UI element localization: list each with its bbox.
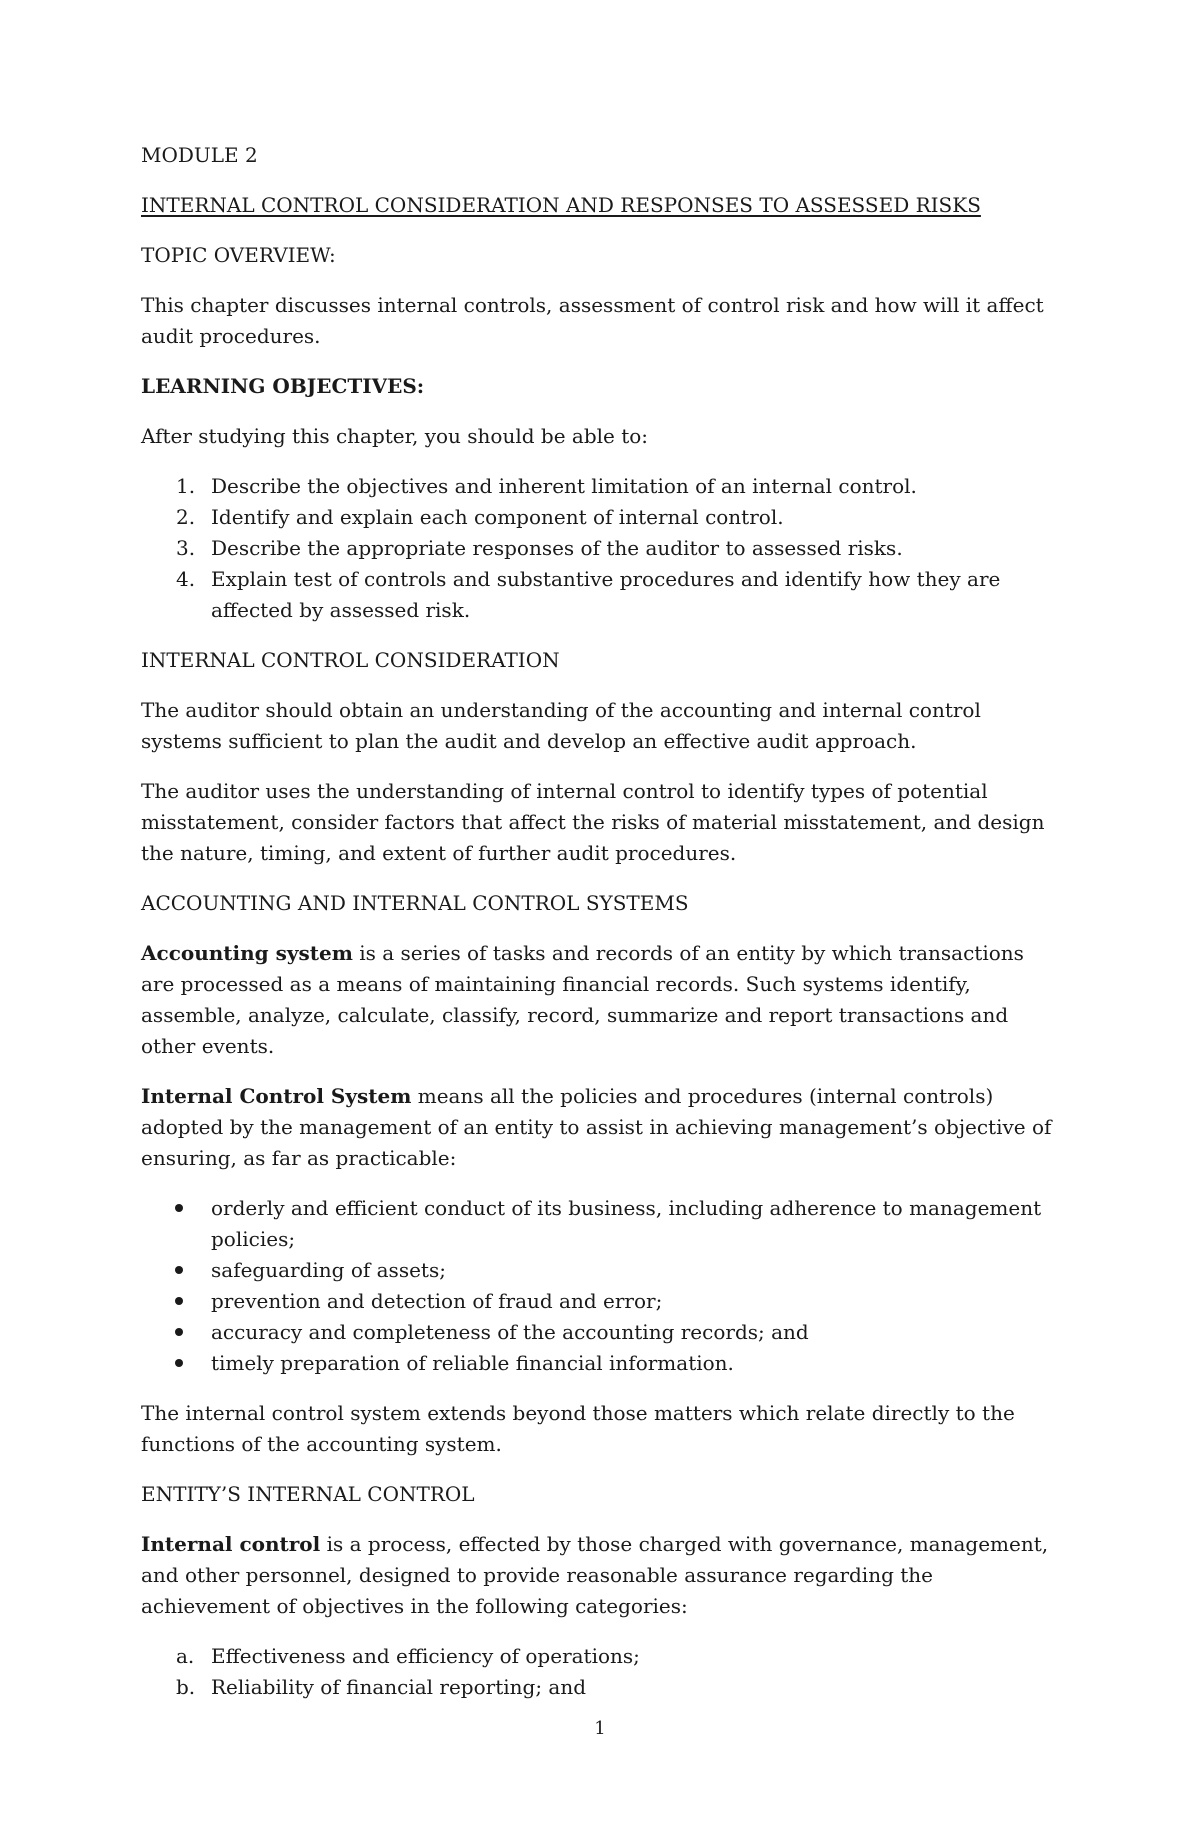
- list-marker: 2.: [176, 505, 196, 529]
- topic-overview-text: This chapter discusses internal controls, assessment of control risk and how will it affect audit procedures.: [141, 293, 1044, 348]
- internal-control-text: is a process, effected by those charged with governance, management, and other personnel, designed to provide reasonable assurance regarding the achievement of objectives in the following categories:: [141, 1532, 1049, 1618]
- accounting-system-term: Accounting system: [141, 941, 353, 965]
- list-item-text: Effectiveness and efficiency of operations;: [211, 1644, 640, 1668]
- accounting-systems-heading: ACCOUNTING AND INTERNAL CONTROL SYSTEMS: [141, 891, 689, 915]
- bullet-icon: [175, 1266, 183, 1274]
- page-number: 1: [594, 1718, 606, 1739]
- list-item: [141, 1255, 1061, 1286]
- entity-internal-control-heading: ENTITY’S INTERNAL CONTROL: [141, 1482, 475, 1506]
- list-item-text: orderly and efficient conduct of its business, including adherence to management policies;: [211, 1196, 1042, 1251]
- list-item: [141, 1317, 1061, 1348]
- list-item: [141, 1286, 1061, 1317]
- bullet-icon: [175, 1328, 183, 1336]
- internal-control-system-text: means all the policies and procedures (internal controls) adopted by the management of an entity to assist in achieving management’s objective of ensuring, as far as practicable:: [141, 1084, 1052, 1170]
- list-marker: a.: [176, 1644, 195, 1668]
- list-item-text: Identify and explain each component of internal control.: [211, 505, 784, 529]
- learning-objectives-heading: LEARNING OBJECTIVES:: [141, 374, 425, 398]
- list-item: [141, 1193, 1061, 1255]
- list-item: [141, 1348, 1061, 1379]
- list-item: [141, 1641, 1061, 1672]
- list-item: [141, 471, 1061, 502]
- learning-objectives-intro: After studying this chapter, you should be able to:: [141, 424, 649, 448]
- paragraph: The internal control system extends beyond those matters which relate directly to the functions of the accounting system.: [141, 1401, 1015, 1456]
- paragraph: The auditor uses the understanding of internal control to identify types of potential misstatement, consider factors that affect the risks of material misstatement, and design the nature, timing, and extent of further audit procedures.: [141, 779, 1045, 865]
- list-marker: b.: [176, 1675, 196, 1699]
- bullet-icon: [175, 1359, 183, 1367]
- learning-objectives-list: [141, 471, 1061, 626]
- paragraph: The auditor should obtain an understanding of the accounting and internal control systems sufficient to plan the audit and develop an effective audit approach.: [141, 698, 981, 753]
- categories-list: [141, 1641, 1061, 1703]
- list-item-text: Explain test of controls and substantive procedures and identify how they are affected by assessed risk.: [211, 567, 1001, 622]
- list-marker: 4.: [176, 567, 196, 591]
- topic-overview-heading: TOPIC OVERVIEW:: [141, 243, 336, 267]
- list-marker: 1.: [176, 474, 196, 498]
- internal-control-system-term: Internal Control System: [141, 1084, 412, 1108]
- internal-control-definition: [141, 1529, 1061, 1622]
- list-item-text: prevention and detection of fraud and error;: [211, 1289, 663, 1313]
- internal-control-consideration-heading: INTERNAL CONTROL CONSIDERATION: [141, 648, 560, 672]
- list-item-text: accuracy and completeness of the accounting records; and: [211, 1320, 809, 1344]
- list-item-text: Describe the appropriate responses of the auditor to assessed risks.: [211, 536, 903, 560]
- page-content: [141, 140, 1061, 1722]
- list-item: [141, 564, 1061, 626]
- bullet-icon: [175, 1297, 183, 1305]
- list-marker: 3.: [176, 536, 196, 560]
- internal-control-system-definition: [141, 1081, 1061, 1174]
- accounting-system-text: is a series of tasks and records of an entity by which transactions are processed as a means of maintaining financial records. Such systems identify, assemble, analyze, calculate, classify, record, summarize and report transactions and other events.: [141, 941, 1024, 1058]
- internal-control-term: Internal control: [141, 1532, 321, 1556]
- list-item-text: timely preparation of reliable financial information.: [211, 1351, 734, 1375]
- list-item-text: Describe the objectives and inherent limitation of an internal control.: [211, 474, 917, 498]
- module-title: MODULE 2: [141, 143, 258, 167]
- bullet-icon: [175, 1204, 183, 1212]
- list-item: [141, 502, 1061, 533]
- accounting-system-definition: [141, 938, 1061, 1062]
- list-item: [141, 1672, 1061, 1703]
- list-item: [141, 533, 1061, 564]
- list-item-text: Reliability of financial reporting; and: [211, 1675, 587, 1699]
- chapter-title: INTERNAL CONTROL CONSIDERATION AND RESPONSES TO ASSESSED RISKS: [141, 193, 981, 217]
- list-item-text: safeguarding of assets;: [211, 1258, 446, 1282]
- objectives-bullet-list: [141, 1193, 1061, 1379]
